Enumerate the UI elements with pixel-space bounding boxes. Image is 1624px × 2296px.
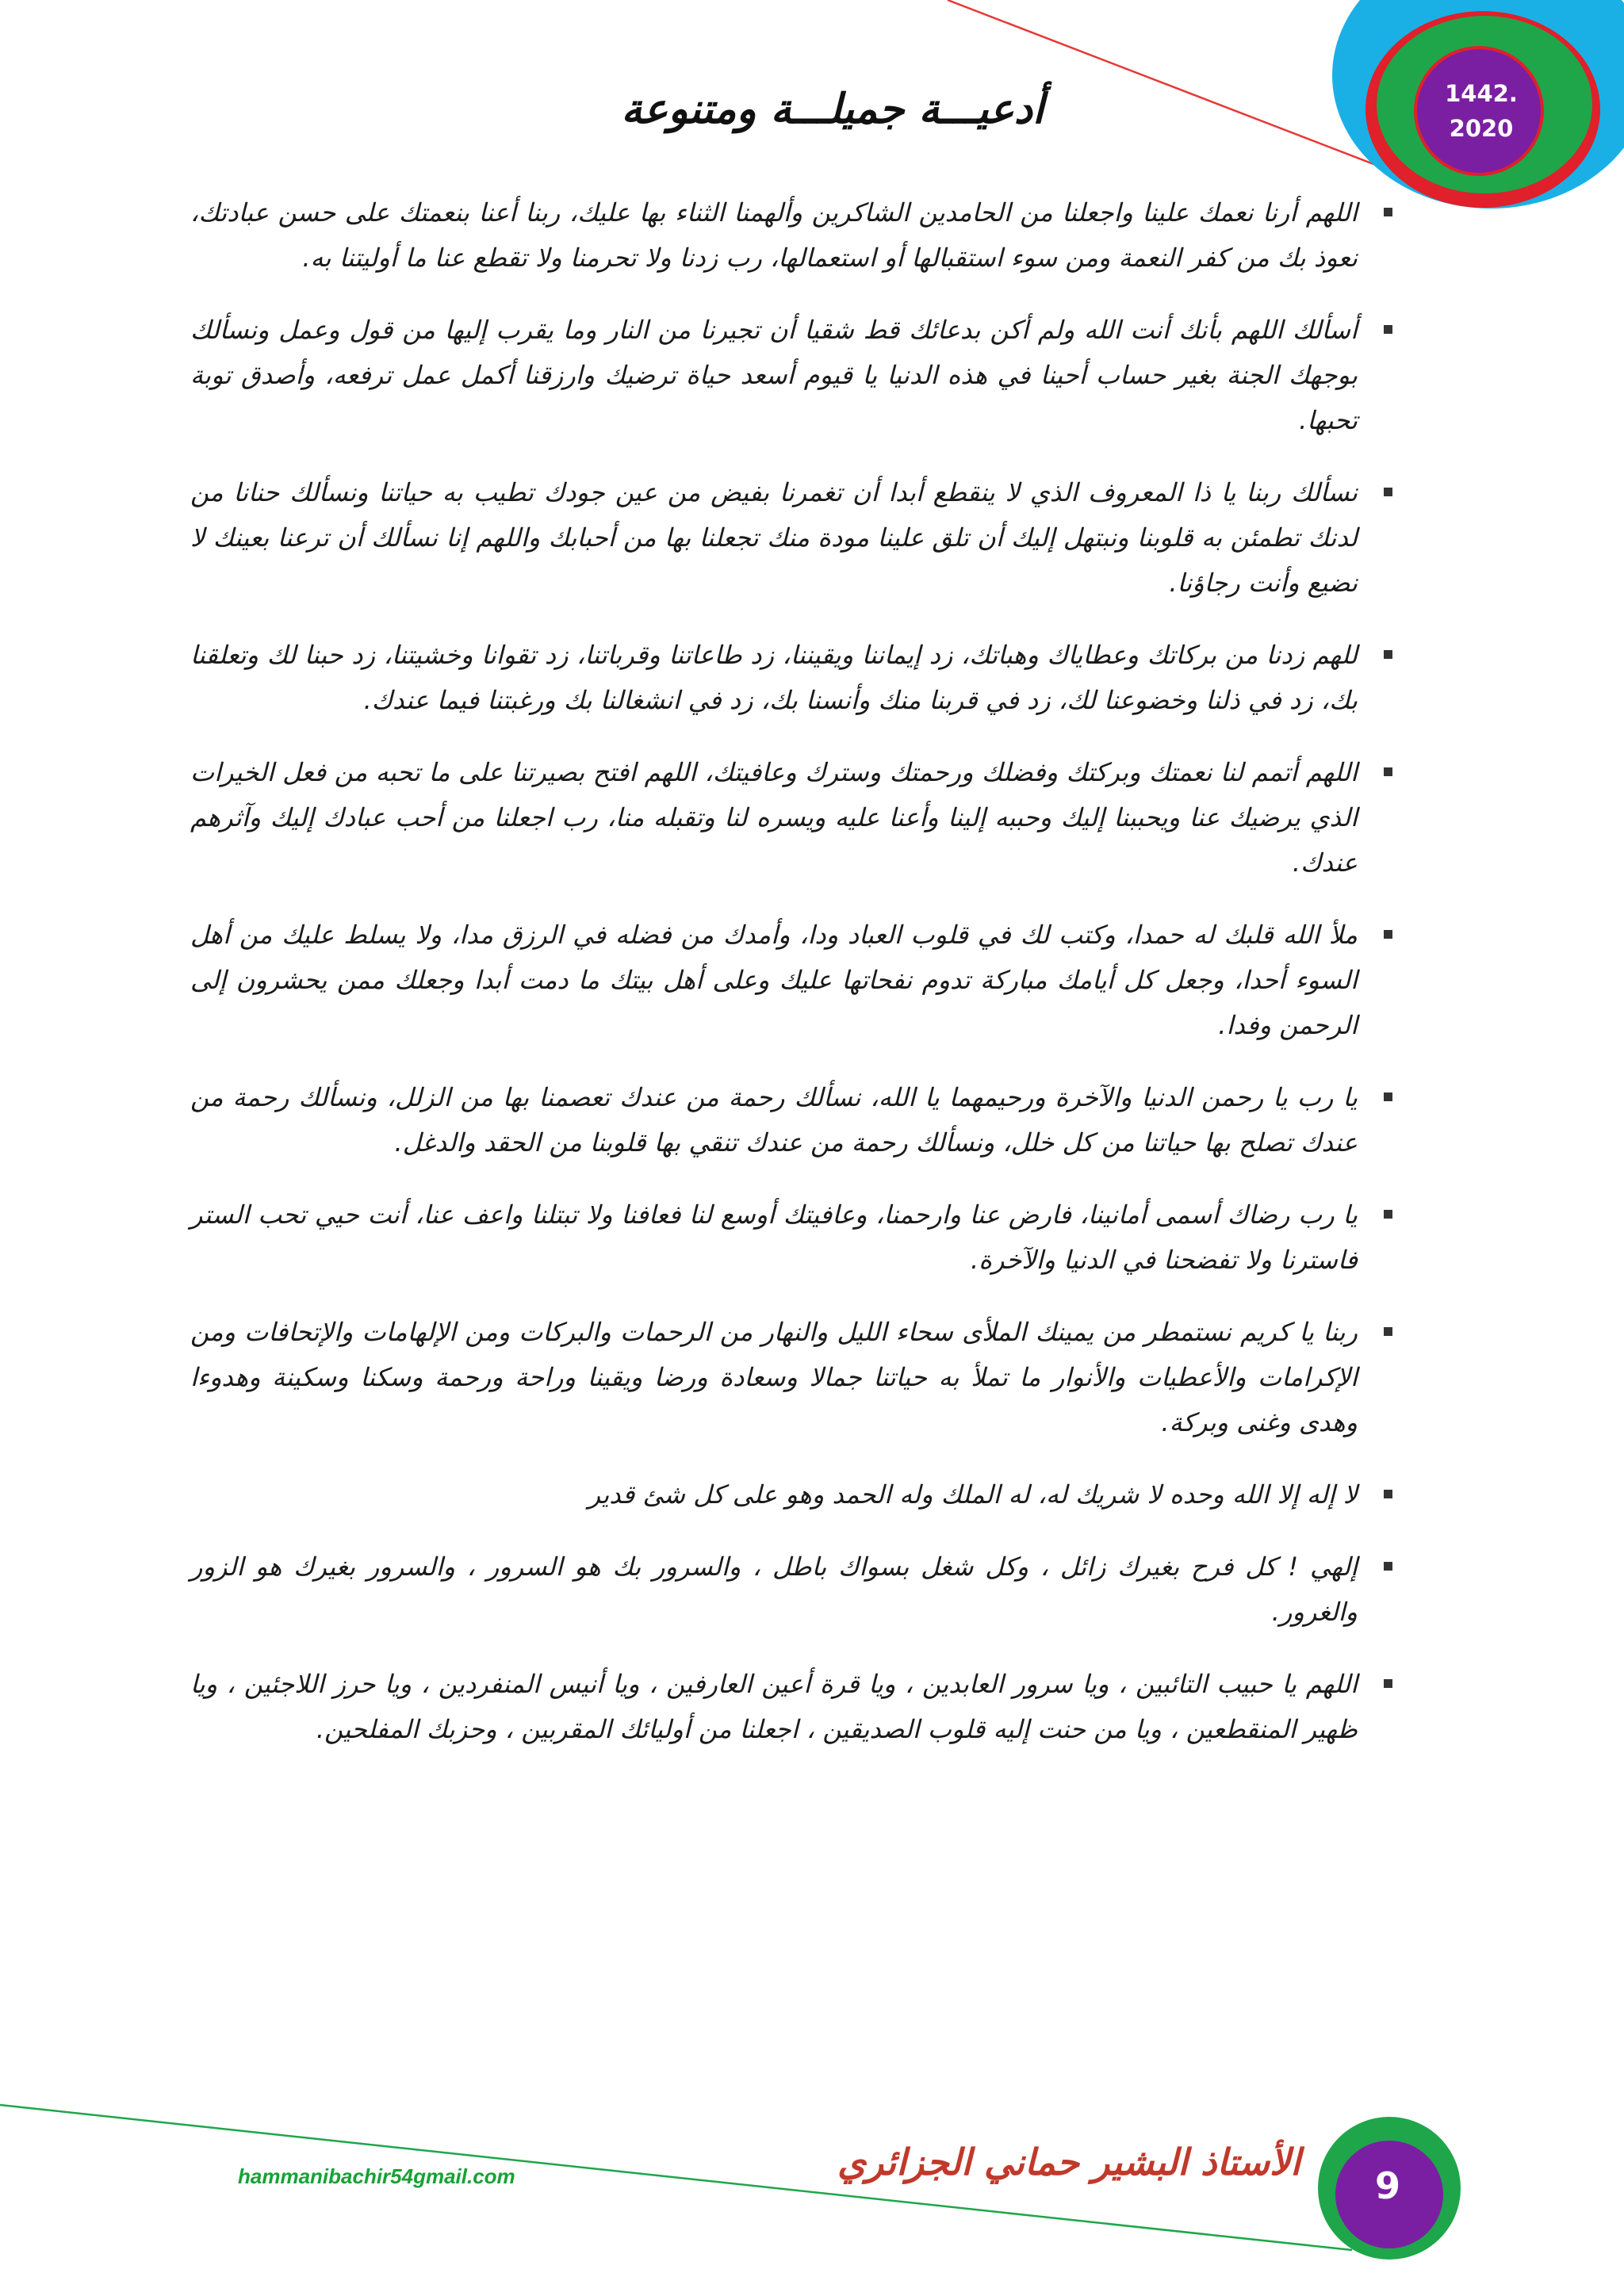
- prayer-item: [190, 1472, 1392, 1517]
- prayer-item: [190, 633, 1392, 723]
- prayer-text: اللهم أتمم لنا نعمتك وبركتك وفضلك ورحمتك وسترك وعافيتك، اللهم افتح بصيرتنا على ما تحبه من فعل الخيرات الذي يرضيك عنا ويحببنا إليك وحببه إلينا وأعنا عليه ويسره لنا وتقبله منا، رب اجعلنا من أحب عبادك إليك وآثرهم عندك.: [190, 757, 1358, 878]
- prayer-text: يا رب يا رحمن الدنيا والآخرة ورحيمهما يا الله، نسألك رحمة من عندك تعصمنا بها من الزلل، ونسألك رحمة من عندك تصلح بها حياتنا من كل خلل، ونسألك رحمة من عندك تنقي بها قلوبنا من الحقد والدغل.: [190, 1082, 1358, 1158]
- bullet-icon: [1384, 767, 1392, 776]
- year-hijri: 1442.: [1445, 80, 1518, 107]
- page-title: أدعيـــة جميلـــة ومتنوعة: [621, 86, 1044, 133]
- bullet-icon: [1384, 1093, 1392, 1101]
- prayer-text: ربنا يا كريم نستمطر من يمينك الملأى سحاء الليل والنهار من الرحمات والبركات ومن الإلهامات والإتحافات ومن الإكرامات والأعطيات والأنوار ما تملأ به حياتنا جمالا وسعادة ورضا ويقينا وراحة ورحمة وسكنا وسكينة وهدوءا وهدى وغنى وبركة.: [190, 1317, 1358, 1437]
- bullet-icon: [1384, 930, 1392, 939]
- prayer-item: [190, 1192, 1392, 1283]
- bullet-icon: [1384, 1490, 1392, 1498]
- prayer-text: أسألك اللهم بأنك أنت الله ولم أكن بدعائك قط شقيا أن تجيرنا من النار وما يقرب إليها من قول وعمل ونسألك بوجهك الجنة بغير حساب أحينا في هذه الدنيا يا قيوم أسعد حياة ترضيك وارزقنا أكمل عمل ترفعه، وأصدق توبة تحبها.: [190, 315, 1358, 435]
- prayer-item: [190, 1544, 1392, 1635]
- prayer-text: نسألك ربنا يا ذا المعروف الذي لا ينقطع أبدا أن تغمرنا بفيض من عين جودك تطيب به حياتنا ونسألك حنانا من لدنك تطمئن به قلوبنا ونبتهل إليك أن تلق علينا مودة منك تجعلنا بها من أحبابك واللهم إنا نسألك أن ترعنا بعينك لا نضيع وأنت رجاؤنا.: [190, 477, 1358, 598]
- prayer-text: لا إله إلا الله وحده لا شريك له، له الملك وله الحمد وهو على كل شئ قدير: [588, 1479, 1358, 1510]
- bullet-icon: [1384, 1679, 1392, 1688]
- prayer-text: اللهم يا حبيب التائبين ، ويا سرور العابدين ، ويا قرة أعين العارفين ، ويا أنيس المنفردين ، ويا حرز اللاجئين ، ويا ظهير المنقطعين ، ويا من حنت إليه قلوب الصديقين ، اجعلنا من أوليائك المقربين ، وحزبك المفلحين.: [190, 1669, 1358, 1744]
- footer-author: الأستاذ البشير حماني الجزائري: [837, 2141, 1300, 2183]
- page-number: 9: [1374, 2164, 1400, 2207]
- prayer-item: [190, 913, 1392, 1048]
- bullet-icon: [1384, 208, 1392, 216]
- prayer-item: [190, 1662, 1392, 1752]
- prayer-item: [190, 750, 1392, 886]
- prayer-item: [190, 1310, 1392, 1445]
- prayer-item: [190, 308, 1392, 443]
- prayer-item: [190, 190, 1392, 281]
- prayer-item: [190, 470, 1392, 606]
- footer-email: hammanibachir54gmail.com: [238, 2164, 515, 2188]
- bullet-icon: [1384, 1562, 1392, 1571]
- bullet-icon: [1384, 1327, 1392, 1336]
- bullet-icon: [1384, 325, 1392, 334]
- prayer-text: اللهم أرنا نعمك علينا واجعلنا من الحامدين الشاكرين وألهمنا الثناء بها عليك، ربنا أعنا بنعمتك على حسن عبادتك، نعوذ بك من كفر النعمة ومن سوء استقبالها أو استعمالها، رب زدنا ولا تحرمنا ولا تقطع عنا ما أوليتنا به.: [190, 197, 1358, 273]
- prayer-text: يا رب رضاك أسمى أمانينا، فارض عنا وارحمنا، وعافيتك أوسع لنا فعافنا ولا تبتلنا واعف عنا، أنت حيي تحب الستر فاسترنا ولا تفضحنا في الدنيا والآخرة.: [190, 1200, 1358, 1275]
- prayer-text: إلهي ! كل فرح بغيرك زائل ، وكل شغل بسواك باطل ، والسرور بك هو السرور ، والسرور بغيرك هو الزور والغرور.: [190, 1552, 1358, 1627]
- bullet-icon: [1384, 1210, 1392, 1219]
- bullet-icon: [1384, 650, 1392, 659]
- prayer-list: [190, 190, 1392, 1752]
- prayer-text: للهم زدنا من بركاتك وعطاياك وهباتك، زد إيماننا ويقيننا، زد طاعاتنا وقرباتنا، زد تقوانا وخشيتنا، زد حبنا لك وتعلقنا بك، زد في ذلنا وخضوعنا لك، زد في قربنا منك وأنسنا بك، زد في انشغالنا بك ورغبتنا فيما عندك.: [190, 640, 1358, 715]
- bullet-icon: [1384, 488, 1392, 496]
- year-gregorian: 2020: [1449, 115, 1514, 142]
- year-badge: [1434, 76, 1529, 146]
- prayer-text: ملأ الله قلبك له حمدا، وكتب لك في قلوب العباد ودا، وأمدك من فضله في الرزق مدا، ولا يسلط عليك من أهل السوء أحدا، وجعل كل أيامك مباركة تدوم نفحاتها عليك وعلى أهل بيتك ما دمت أبدا وجعلك ممن يحشرون إلى الرحمن وفدا.: [190, 920, 1358, 1040]
- prayer-item: [190, 1075, 1392, 1165]
